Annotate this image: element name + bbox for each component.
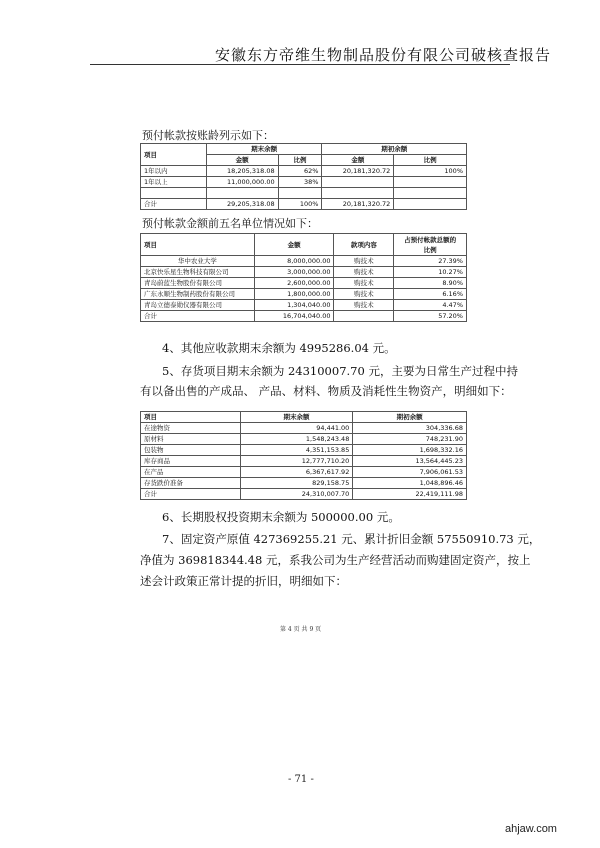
cell-content: 购技术 xyxy=(334,278,394,289)
col-header-item: 项目 xyxy=(141,412,241,423)
cell-item: 青岛蔚蓝生物股份有限公司 xyxy=(141,278,255,289)
table-row xyxy=(141,478,467,489)
cell-content: 购技术 xyxy=(334,256,394,267)
col-header-ratio xyxy=(394,234,467,256)
cell-end-ratio: 62% xyxy=(278,166,322,177)
cell-begin-ratio xyxy=(394,177,467,188)
col-header-ratio: 比例 xyxy=(394,155,467,166)
col-header-ratio-line1: 占预付帐款总额的 xyxy=(404,235,457,244)
table-row xyxy=(141,278,467,289)
cell-item: 库存商品 xyxy=(141,456,241,467)
cell-end-ratio xyxy=(278,188,322,199)
cell-begin: 22,419,111.98 xyxy=(353,489,467,500)
cell-begin-ratio xyxy=(394,188,467,199)
col-header-content: 款项内容 xyxy=(334,234,394,256)
cell-end: 12,777,710.20 xyxy=(240,456,353,467)
cell-amount: 8,000,000.00 xyxy=(254,256,334,267)
cell-item: 青岛立德泰勋仪器有限公司 xyxy=(141,300,255,311)
cell-item: 存货跌价准备 xyxy=(141,478,241,489)
cell-end: 1,548,243.48 xyxy=(240,434,353,445)
cell-amount: 1,800,000.00 xyxy=(254,289,334,300)
table-row xyxy=(141,256,467,267)
cell-begin: 7,906,061.53 xyxy=(353,467,467,478)
cell-end-amount xyxy=(206,188,278,199)
table-header-row xyxy=(141,412,467,423)
cell-ratio: 57.20% xyxy=(394,311,467,322)
paragraph-fixed-assets-line1: 7、固定资产原值 427369255.21 元、累计折旧金额 57550910.73 元， xyxy=(162,532,541,546)
table-total-row xyxy=(141,311,467,322)
report-header-title: 安徽东方帝维生物制品股份有限公司破核查报告 xyxy=(215,46,552,64)
cell-begin-amount xyxy=(322,188,394,199)
table-row xyxy=(141,289,467,300)
page-number: - 71 - xyxy=(288,774,314,785)
cell-end-amount: 18,205,318.08 xyxy=(206,166,278,177)
table-row xyxy=(141,456,467,467)
cell-item xyxy=(141,188,207,199)
cell-end-amount: 11,000,000.00 xyxy=(206,177,278,188)
table-row xyxy=(141,267,467,278)
top5-heading: 预付帐款金额前五名单位情况如下： xyxy=(142,217,318,230)
header-divider xyxy=(90,64,510,65)
cell-begin: 1,048,896.46 xyxy=(353,478,467,489)
cell-end: 4,351,153.85 xyxy=(240,445,353,456)
cell-amount: 2,600,000.00 xyxy=(254,278,334,289)
paragraph-inventory-line2: 有以备出售的产成品、 产品、材料、物质及消耗性生物资产，明细如下： xyxy=(140,384,512,398)
cell-end: 94,441.00 xyxy=(240,423,353,434)
cell-end: 24,310,007.70 xyxy=(240,489,353,500)
col-header-item: 项目 xyxy=(141,234,255,256)
cell-end: 829,158.75 xyxy=(240,478,353,489)
cell-begin: 1,698,332.16 xyxy=(353,445,467,456)
cell-content xyxy=(334,311,394,322)
cell-end-ratio: 100% xyxy=(278,199,322,210)
cell-ratio: 6.16% xyxy=(394,289,467,300)
col-header-begin: 期初余额 xyxy=(322,144,467,155)
cell-item: 华中农业大学 xyxy=(141,256,255,267)
cell-ratio: 4.47% xyxy=(394,300,467,311)
cell-item: 合计 xyxy=(141,489,241,500)
cell-end-amount: 29,205,318.08 xyxy=(206,199,278,210)
cell-item: 原材料 xyxy=(141,434,241,445)
cell-begin-ratio: 100% xyxy=(394,166,467,177)
table-row xyxy=(141,188,467,199)
paragraph-fixed-assets-line2: 净值为 369818344.48 元，系我公司为生产经营活动而购建固定资产，按上 xyxy=(140,553,531,567)
cell-item: 广东永顺生物制药股份有限公司 xyxy=(141,289,255,300)
cell-item: 合计 xyxy=(141,311,255,322)
table-row xyxy=(141,467,467,478)
col-header-end: 期末余额 xyxy=(240,412,353,423)
cell-item: 北京快乐星生物科技有限公司 xyxy=(141,267,255,278)
cell-begin: 304,336.68 xyxy=(353,423,467,434)
table-row xyxy=(141,434,467,445)
inventory-table xyxy=(140,411,467,500)
cell-ratio: 27.39% xyxy=(394,256,467,267)
col-header-amount: 金额 xyxy=(254,234,334,256)
cell-amount: 16,704,040.00 xyxy=(254,311,334,322)
cell-amount: 1,304,040.00 xyxy=(254,300,334,311)
table-row xyxy=(141,300,467,311)
aging-heading: 预付帐款按账龄列示如下： xyxy=(142,129,274,142)
cell-item: 在途物资 xyxy=(141,423,241,434)
top5-table xyxy=(140,233,467,322)
table-total-row xyxy=(141,489,467,500)
cell-content: 购技术 xyxy=(334,267,394,278)
col-header-item: 项目 xyxy=(141,144,207,166)
cell-ratio: 10.27% xyxy=(394,267,467,278)
cell-ratio: 8.90% xyxy=(394,278,467,289)
cell-begin-amount: 20,181,320.72 xyxy=(322,199,394,210)
cell-item: 包装物 xyxy=(141,445,241,456)
aging-table xyxy=(140,143,467,210)
table-header-row xyxy=(141,144,467,155)
cell-item: 1年以上 xyxy=(141,177,207,188)
cell-end-ratio: 38% xyxy=(278,177,322,188)
cell-begin: 748,231.90 xyxy=(353,434,467,445)
cell-begin-amount xyxy=(322,177,394,188)
col-header-amount: 金额 xyxy=(206,155,278,166)
paragraph-long-term-investment: 6、长期股权投资期末余额为 500000.00 元。 xyxy=(162,510,400,524)
table-row xyxy=(141,445,467,456)
cell-end: 6,367,617.92 xyxy=(240,467,353,478)
table-row xyxy=(141,166,467,177)
watermark-text: ahjaw.com xyxy=(505,823,557,835)
paragraph-inventory-line1: 5、存货项目期末余额为 24310007.70 元，主要为日常生产过程中持 xyxy=(162,364,518,378)
inner-page-indicator: 第 4 页 共 9 页 xyxy=(280,626,322,633)
cell-begin-amount: 20,181,320.72 xyxy=(322,166,394,177)
table-header-row xyxy=(141,234,467,256)
col-header-end: 期末余额 xyxy=(206,144,322,155)
table-row xyxy=(141,177,467,188)
table-total-row xyxy=(141,199,467,210)
cell-content: 购技术 xyxy=(334,300,394,311)
cell-begin: 13,564,445.23 xyxy=(353,456,467,467)
table-row xyxy=(141,423,467,434)
cell-item: 合计 xyxy=(141,199,207,210)
cell-item: 1年以内 xyxy=(141,166,207,177)
cell-amount: 3,000,000.00 xyxy=(254,267,334,278)
col-header-ratio-line2: 比例 xyxy=(423,245,437,254)
cell-content: 购技术 xyxy=(334,289,394,300)
col-header-amount: 金额 xyxy=(322,155,394,166)
col-header-ratio: 比例 xyxy=(278,155,322,166)
col-header-begin: 期初余额 xyxy=(353,412,467,423)
cell-item: 在产品 xyxy=(141,467,241,478)
cell-begin-ratio xyxy=(394,199,467,210)
paragraph-other-receivables: 4、其他应收款期末余额为 4995286.04 元。 xyxy=(162,341,396,355)
paragraph-fixed-assets-line3: 述会计政策正常计提的折旧，明细如下： xyxy=(140,574,347,588)
